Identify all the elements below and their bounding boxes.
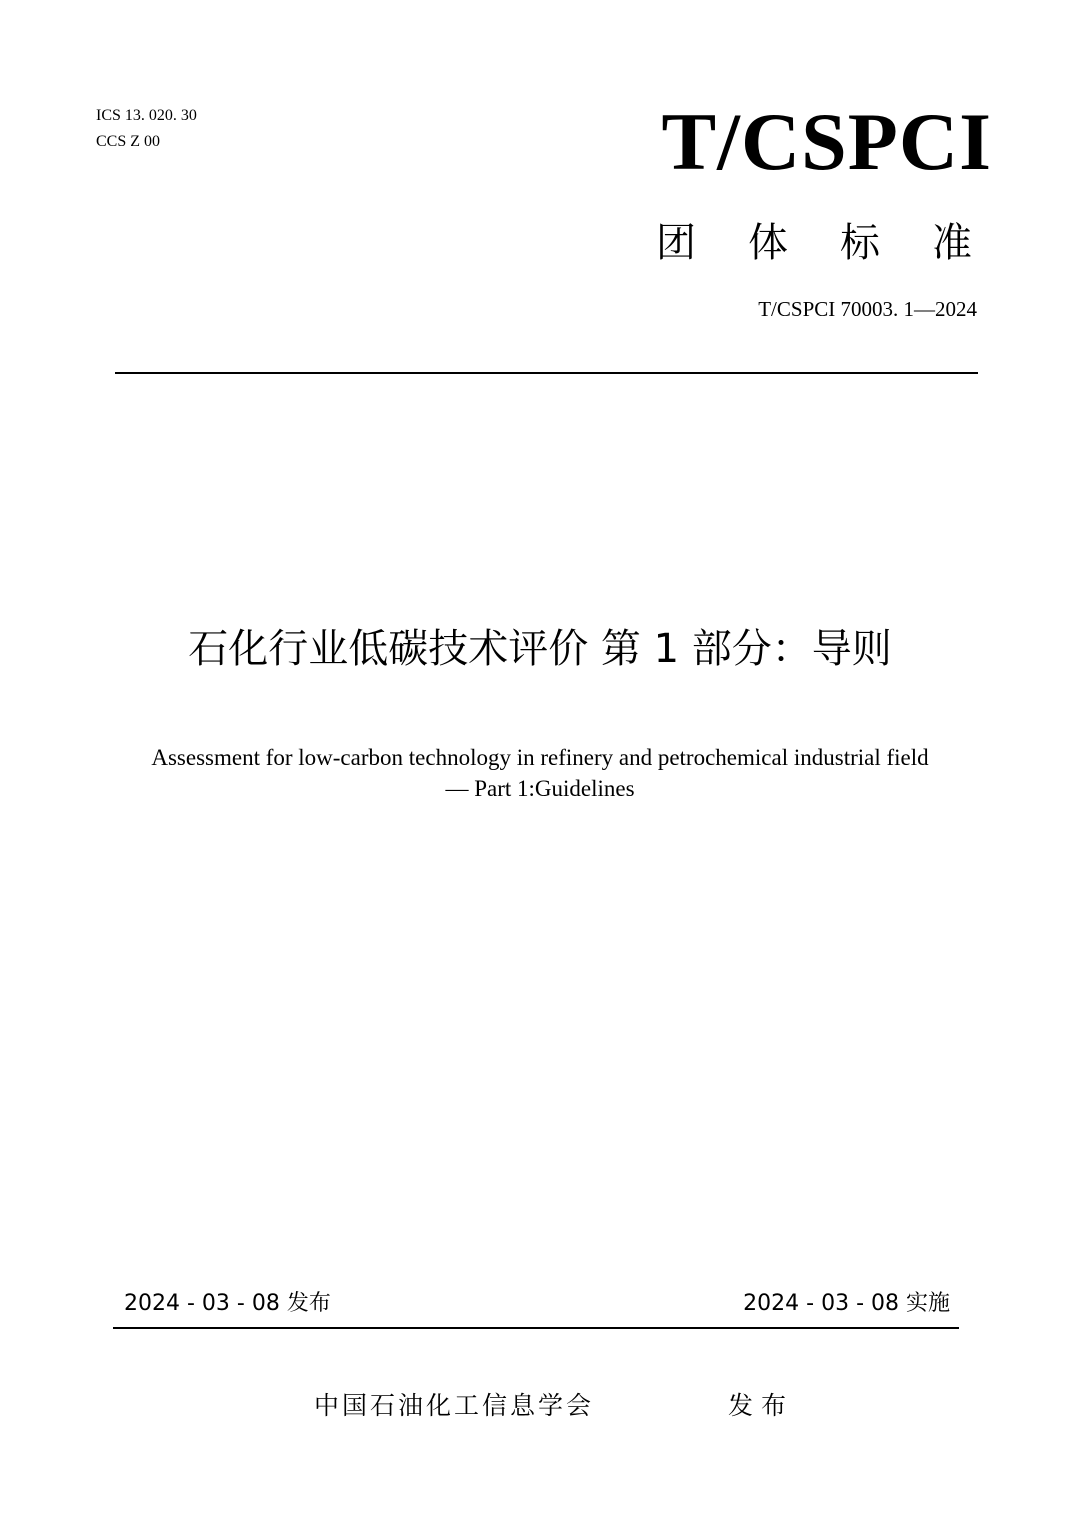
english-title-line-1: Assessment for low-carbon technology in refinery and petrochemical industrial field: [151, 745, 929, 770]
top-divider: [115, 372, 978, 374]
ics-code: ICS 13. 020. 30: [96, 107, 197, 124]
english-title-line-2: — Part 1:Guidelines: [445, 776, 635, 801]
standard-type: 团体标准: [656, 220, 1024, 266]
standard-code: T/CSPCI 70003. 1—2024: [758, 297, 977, 321]
ccs-code: CCS Z 00: [96, 133, 161, 150]
document-title-chinese: 石化行业低碳技术评价 第 1 部分：导则: [188, 626, 892, 672]
publish-label: 发布: [728, 1391, 795, 1420]
issue-date: 2024 - 03 - 08 发布: [124, 1291, 331, 1316]
publisher-name: 中国石油化工信息学会: [314, 1391, 595, 1420]
brand-logo-text: T/CSPCI: [661, 96, 992, 187]
document-title-english: [0, 742, 1080, 804]
bottom-divider: [113, 1327, 959, 1329]
implementation-date: 2024 - 03 - 08 实施: [743, 1291, 950, 1316]
